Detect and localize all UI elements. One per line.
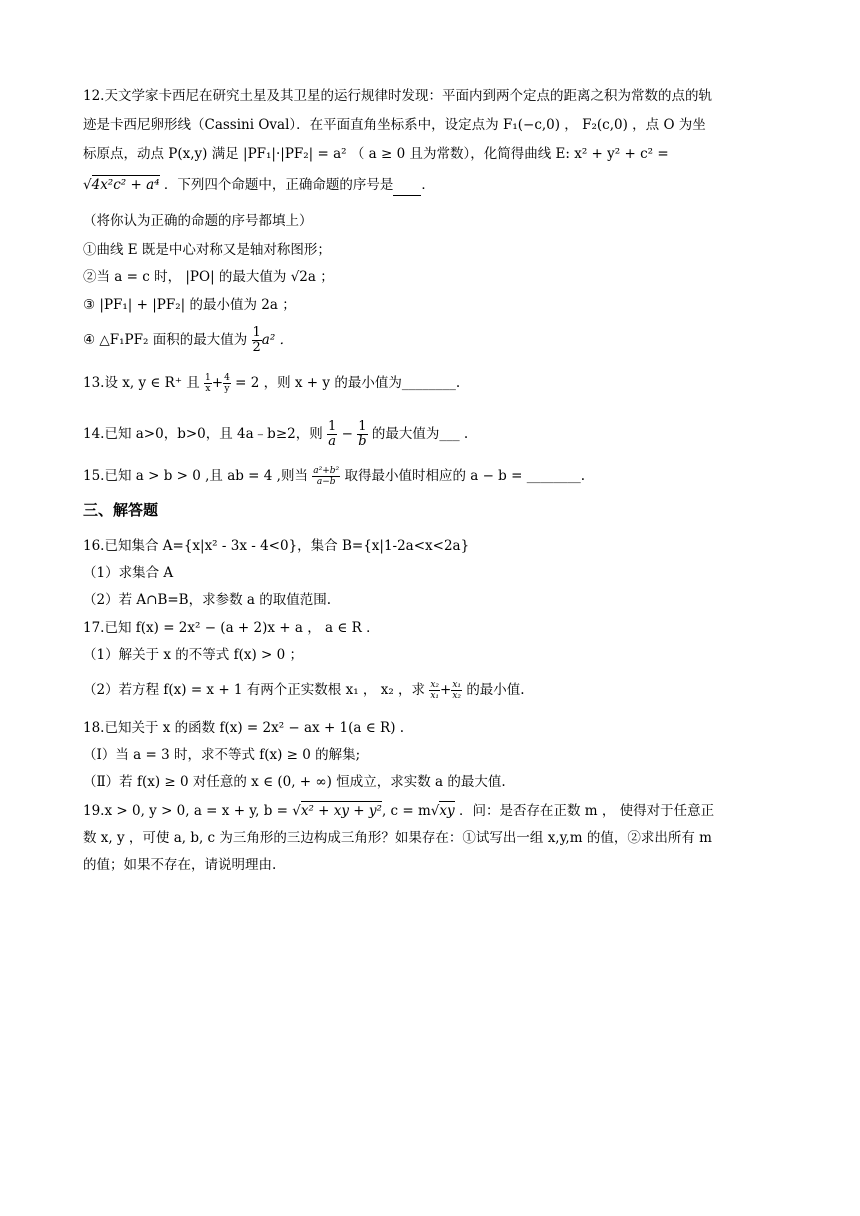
q12-end: ． (421, 177, 435, 193)
q12-note: （将你认为正确的命题的序号都填上） (83, 213, 313, 229)
q12-line4 (83, 175, 435, 196)
q12-option-3: ③ |PF₁| + |PF₂| 的最小值为 2a ； (83, 297, 296, 313)
q17-part2: （2）若方程 f(x) = x + 1 有两个正实数根 x₁ ， x₂ ，求 $\frac{\text{x₂}}{\text{x₁}}$ + $\frac{\text{x₁}}{\text{x₂}}$ 的最小值. (83, 680, 525, 701)
sqrt-symbol: √ (83, 177, 92, 193)
q13: 13.设 x, y ∈ R⁺ 且 $\frac{1}{x}$ + $\frac{4}{y}$ = 2 ，则 x + y 的最小值为________. (83, 373, 461, 394)
q14: 14.已知 a>0，b>0，且 4a﹣b≥2，则 $\frac{1}{a}$ − $\frac{1}{b}$ 的最大值为___ . (83, 419, 469, 449)
q19-line3: 的值；如果不存在，请说明理由. (83, 857, 277, 873)
q18-part2: （Ⅱ）若 f(x) ≥ 0 对任意的 x ∈ (0, + ∞) 恒成立，求实数 a 的最大值. (83, 774, 506, 790)
answer-blank (393, 175, 421, 196)
q19-sqrt-b: x² + xy + y² (300, 803, 382, 819)
q19-sqrt-c: xy (439, 803, 455, 819)
fraction: $\frac{\text{x₂}}{\text{x₁}}$ (430, 680, 440, 701)
fraction: $\frac{1}{2}$ (252, 325, 261, 355)
q12-line3: 标原点，动点 P(x,y) 满足 |PF₁|·|PF₂| = a² （ a ≥ 0 且为常数），化简得曲线 E: x² + y² + c² = (83, 146, 669, 162)
sqrt-symbol: √ (430, 803, 440, 819)
q15-tail: 取得最小值时相应的 a − b = ________. (344, 468, 586, 484)
q19-question: ．问：是否存在正数 m ， 使得对于任意正 (458, 803, 715, 819)
q12-option-4-text: ④ △F₁PF₂ 面积的最大值为 (83, 332, 248, 348)
q13-tail: = 2 ，则 x + y 的最小值为________. (235, 375, 461, 391)
q17-line1: 17.已知 f(x) = 2x² − (a + 2)x + a ， a ∈ R ． (83, 620, 380, 636)
q18-part1: （Ⅰ）当 a = 3 时，求不等式 f(x) ≥ 0 的解集; (83, 747, 361, 763)
fraction: $\frac{1}{a}$ (328, 419, 337, 449)
q16-line1: 16.已知集合 A={x|x² - 3x - 4<0}，集合 B={x|1-2a<x<2a} (83, 538, 470, 554)
q19-line2: 数 x, y ，可使 a, b, c 为三角形的三边构成三角形？如果存在：①试写出一组 x,y,m 的值，②求出所有 m (83, 830, 712, 846)
q12-option-4 (83, 326, 293, 355)
fraction: $\frac{\text{a²+b²}}{a-b}$ (313, 466, 340, 487)
q13-text: 13.设 x, y ∈ R⁺ 且 (83, 375, 200, 391)
q16-part1: （1）求集合 A (83, 565, 174, 581)
q17-part1: （1）解关于 x 的不等式 f(x) > 0 ； (83, 647, 303, 663)
q12-line2: 迹是卡西尼卵形线（Cassini Oval）．在平面直角坐标系中，设定点为 F₁(−c,0) ， F₂(c,0) ，点 O 为坐 (83, 117, 706, 133)
q19-line1 (83, 801, 714, 821)
q19-mid: , c = m (381, 803, 431, 819)
section-title: 三、解答题 (83, 501, 159, 519)
q14-tail: 的最大值为___ . (371, 426, 469, 442)
q17-part2-text: （2）若方程 f(x) = x + 1 有两个正实数根 x₁ ， x₂ ，求 (83, 682, 426, 698)
q15-text: 15.已知 a > b > 0 ,且 ab = 4 ,则当 (83, 468, 308, 484)
q12-question: ．下列四个命题中，正确命题的序号是 (163, 177, 394, 193)
q12-option-2: ②当 a = c 时， |PO| 的最大值为 √2a ； (83, 269, 334, 285)
q16-part2: （2）若 A∩B=B，求参数 a 的取值范围. (83, 592, 332, 608)
q14-text: 14.已知 a>0，b>0，且 4a﹣b≥2，则 (83, 426, 323, 442)
q15 (83, 466, 585, 487)
q12-option-4-tail: a² ． (261, 332, 294, 348)
q18-line1: 18.已知关于 x 的函数 f(x) = 2x² − ax + 1(a ∈ R) . (83, 720, 405, 736)
q12-sqrt-expr: 4x²c² + a⁴ (91, 177, 160, 193)
sqrt-symbol: √ (292, 803, 301, 819)
fraction: $\frac{1}{b}$ (358, 419, 367, 449)
fraction: $\frac{\text{x₁}}{\text{x₂}}$ (452, 680, 462, 701)
q17-part2-tail: 的最小值. (466, 682, 525, 698)
q12-line1: 12.天文学家卡西尼在研究土星及其卫星的运行规律时发现：平面内到两个定点的距离之积为常数的点的轨 (83, 88, 712, 104)
q12-option-1: ①曲线 E 既是中心对称又是轴对称图形； (83, 242, 331, 258)
q19-text: 19.x > 0, y > 0, a = x + y, b = (83, 803, 288, 819)
fraction: $\frac{4}{y}$ (224, 373, 230, 394)
fraction: $\frac{1}{x}$ (205, 373, 211, 394)
